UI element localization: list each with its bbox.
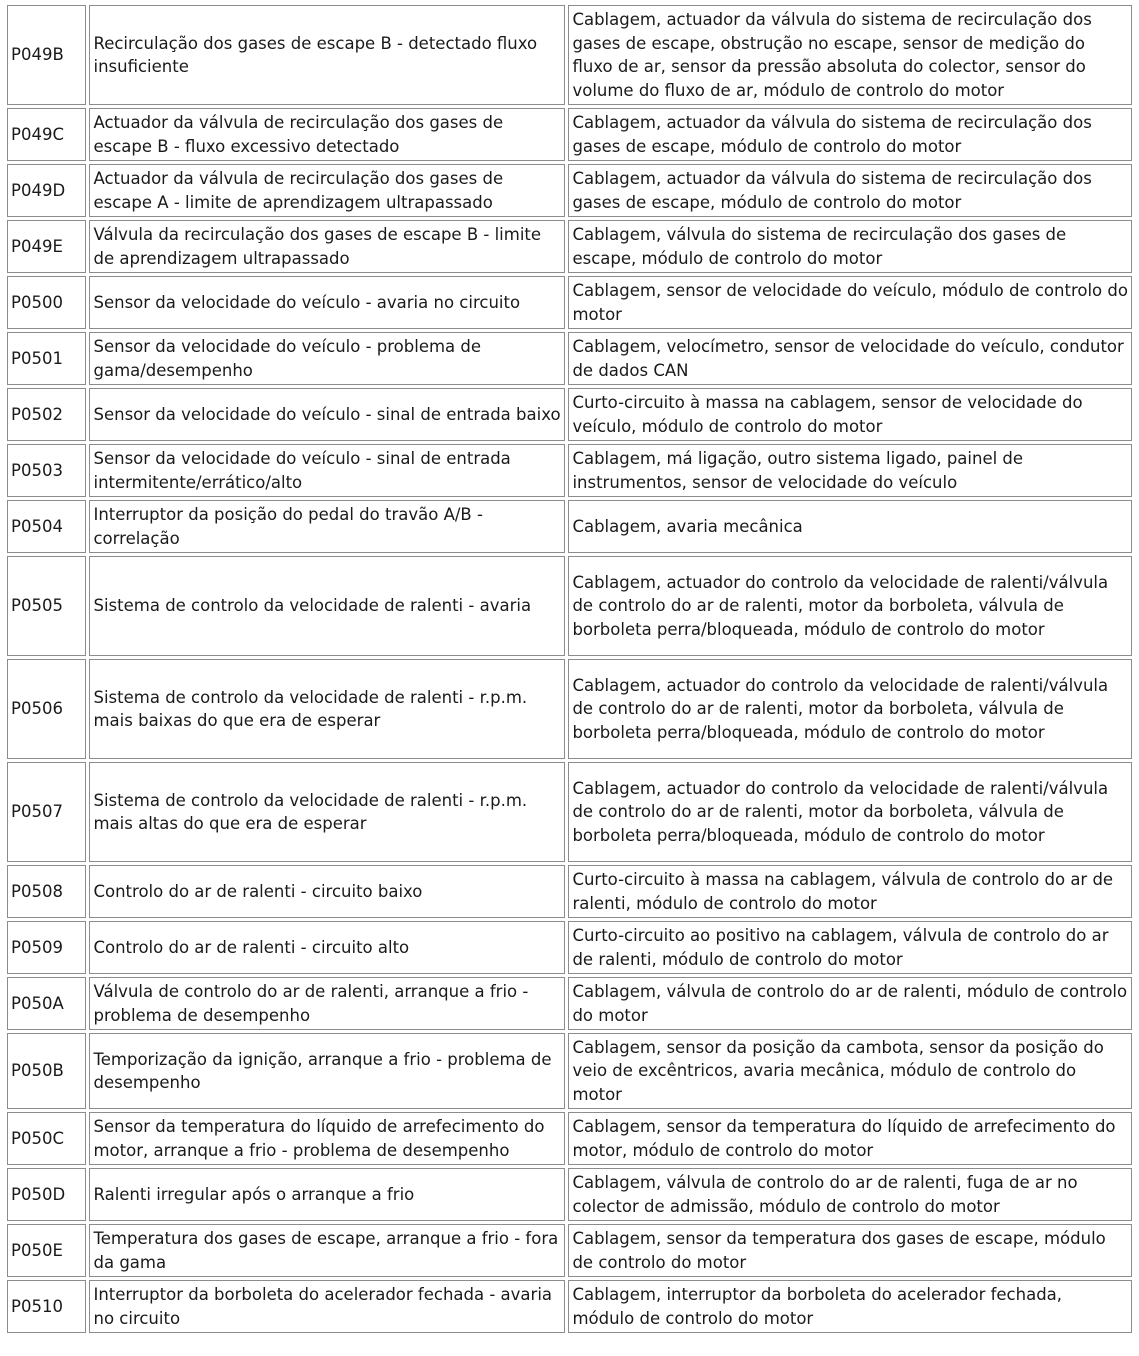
dtc-code: P049C (7, 108, 86, 161)
dtc-description: Interruptor da posição do pedal do travão A/B - correlação (89, 500, 565, 553)
dtc-description: Sensor da temperatura do líquido de arrefecimento do motor, arranque a frio - problema de desempenho (89, 1112, 565, 1165)
dtc-causes: Cablagem, sensor de velocidade do veículo, módulo de controlo do motor (568, 276, 1132, 329)
dtc-causes: Cablagem, válvula de controlo do ar de ralenti, fuga de ar no colector de admissão, módulo de controlo do motor (568, 1168, 1132, 1221)
dtc-causes: Cablagem, sensor da posição da cambota, sensor da posição do veio de excêntricos, avaria mecânica, módulo de controlo do motor (568, 1033, 1132, 1109)
dtc-code: P0509 (7, 921, 86, 974)
dtc-description: Actuador da válvula de recirculação dos gases de escape B - fluxo excessivo detectado (89, 108, 565, 161)
dtc-description: Sistema de controlo da velocidade de ralenti - avaria (89, 556, 565, 656)
dtc-description: Recirculação dos gases de escape B - detectado fluxo insuficiente (89, 5, 565, 105)
dtc-code: P050A (7, 977, 86, 1030)
dtc-description: Sensor da velocidade do veículo - sinal de entrada baixo (89, 388, 565, 441)
dtc-table-body (7, 5, 1132, 1333)
dtc-table (4, 2, 1135, 1336)
table-row (7, 500, 1132, 553)
dtc-causes: Curto-circuito à massa na cablagem, válvula de controlo do ar de ralenti, módulo de controlo do motor (568, 865, 1132, 918)
dtc-code: P0504 (7, 500, 86, 553)
dtc-code: P0507 (7, 762, 86, 862)
table-row (7, 444, 1132, 497)
dtc-code: P050D (7, 1168, 86, 1221)
dtc-causes: Cablagem, avaria mecânica (568, 500, 1132, 553)
dtc-code: P0505 (7, 556, 86, 656)
dtc-code: P0506 (7, 659, 86, 759)
table-row (7, 556, 1132, 656)
dtc-description: Controlo do ar de ralenti - circuito alto (89, 921, 565, 974)
dtc-description: Temperatura dos gases de escape, arranque a frio - fora da gama (89, 1224, 565, 1277)
table-row (7, 332, 1132, 385)
dtc-causes: Curto-circuito à massa na cablagem, sensor de velocidade do veículo, módulo de controlo do motor (568, 388, 1132, 441)
table-row (7, 1224, 1132, 1277)
dtc-description: Interruptor da borboleta do acelerador fechada - avaria no circuito (89, 1280, 565, 1333)
table-row (7, 276, 1132, 329)
dtc-description: Sistema de controlo da velocidade de ralenti - r.p.m. mais baixas do que era de esperar (89, 659, 565, 759)
dtc-causes: Cablagem, válvula do sistema de recirculação dos gases de escape, módulo de controlo do motor (568, 220, 1132, 273)
dtc-causes: Cablagem, sensor da temperatura dos gases de escape, módulo de controlo do motor (568, 1224, 1132, 1277)
dtc-code: P0510 (7, 1280, 86, 1333)
dtc-causes: Curto-circuito ao positivo na cablagem, válvula de controlo do ar de ralenti, módulo de controlo do motor (568, 921, 1132, 974)
table-row (7, 762, 1132, 862)
table-row (7, 865, 1132, 918)
dtc-causes: Cablagem, actuador do controlo da velocidade de ralenti/válvula de controlo do ar de ralenti, motor da borboleta, válvula de borboleta perra/bloqueada, módulo de controlo do motor (568, 659, 1132, 759)
dtc-causes: Cablagem, actuador da válvula do sistema de recirculação dos gases de escape, obstrução no escape, sensor de medição do fluxo de ar, sensor da pressão absoluta do colector, sensor do volume do fluxo de ar, módulo de controlo do motor (568, 5, 1132, 105)
table-row (7, 1280, 1132, 1333)
dtc-code: P0500 (7, 276, 86, 329)
table-row (7, 5, 1132, 105)
table-row (7, 977, 1132, 1030)
dtc-description: Sensor da velocidade do veículo - sinal de entrada intermitente/errático/alto (89, 444, 565, 497)
dtc-description: Temporização da ignição, arranque a frio - problema de desempenho (89, 1033, 565, 1109)
dtc-causes: Cablagem, interruptor da borboleta do acelerador fechada, módulo de controlo do motor (568, 1280, 1132, 1333)
dtc-causes: Cablagem, actuador da válvula do sistema de recirculação dos gases de escape, módulo de controlo do motor (568, 164, 1132, 217)
dtc-causes: Cablagem, sensor da temperatura do líquido de arrefecimento do motor, módulo de controlo do motor (568, 1112, 1132, 1165)
dtc-causes: Cablagem, má ligação, outro sistema ligado, painel de instrumentos, sensor de velocidade do veículo (568, 444, 1132, 497)
dtc-description: Sensor da velocidade do veículo - problema de gama/desempenho (89, 332, 565, 385)
dtc-code: P049B (7, 5, 86, 105)
table-row (7, 1168, 1132, 1221)
dtc-causes: Cablagem, velocímetro, sensor de velocidade do veículo, condutor de dados CAN (568, 332, 1132, 385)
table-row (7, 108, 1132, 161)
dtc-description: Válvula da recirculação dos gases de escape B - limite de aprendizagem ultrapassado (89, 220, 565, 273)
table-row (7, 1033, 1132, 1109)
dtc-code: P049E (7, 220, 86, 273)
dtc-description: Sensor da velocidade do veículo - avaria no circuito (89, 276, 565, 329)
table-row (7, 659, 1132, 759)
dtc-causes: Cablagem, actuador do controlo da velocidade de ralenti/válvula de controlo do ar de ralenti, motor da borboleta, válvula de borboleta perra/bloqueada, módulo de controlo do motor (568, 556, 1132, 656)
table-row (7, 164, 1132, 217)
dtc-code: P050C (7, 1112, 86, 1165)
dtc-code: P049D (7, 164, 86, 217)
dtc-code: P0502 (7, 388, 86, 441)
dtc-causes: Cablagem, actuador da válvula do sistema de recirculação dos gases de escape, módulo de controlo do motor (568, 108, 1132, 161)
dtc-code: P0508 (7, 865, 86, 918)
table-row (7, 1112, 1132, 1165)
dtc-code: P050E (7, 1224, 86, 1277)
dtc-code: P0501 (7, 332, 86, 385)
table-row (7, 220, 1132, 273)
dtc-causes: Cablagem, actuador do controlo da velocidade de ralenti/válvula de controlo do ar de ralenti, motor da borboleta, válvula de borboleta perra/bloqueada, módulo de controlo do motor (568, 762, 1132, 862)
dtc-code: P050B (7, 1033, 86, 1109)
dtc-description: Actuador da válvula de recirculação dos gases de escape A - limite de aprendizagem ultrapassado (89, 164, 565, 217)
dtc-code: P0503 (7, 444, 86, 497)
dtc-description: Controlo do ar de ralenti - circuito baixo (89, 865, 565, 918)
dtc-description: Ralenti irregular após o arranque a frio (89, 1168, 565, 1221)
dtc-description: Sistema de controlo da velocidade de ralenti - r.p.m. mais altas do que era de esperar (89, 762, 565, 862)
dtc-causes: Cablagem, válvula de controlo do ar de ralenti, módulo de controlo do motor (568, 977, 1132, 1030)
table-row (7, 921, 1132, 974)
table-row (7, 388, 1132, 441)
dtc-description: Válvula de controlo do ar de ralenti, arranque a frio - problema de desempenho (89, 977, 565, 1030)
